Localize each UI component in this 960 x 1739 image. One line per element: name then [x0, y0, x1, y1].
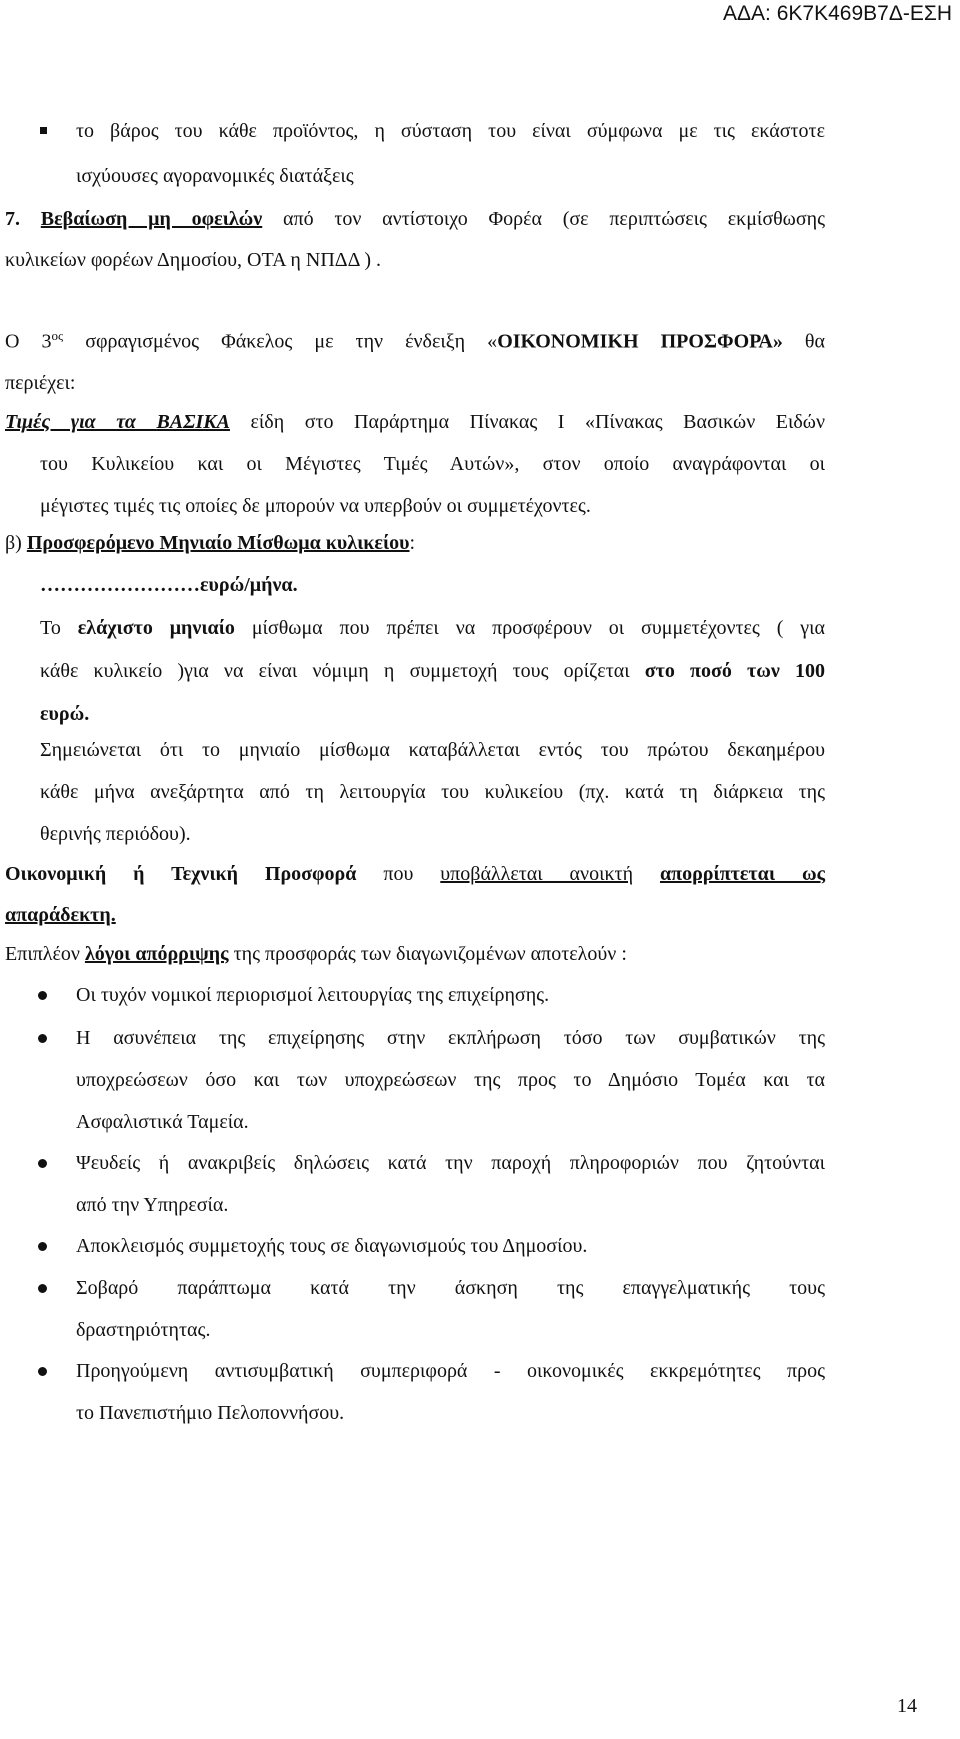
- minimum-text: μίσθωμα που πρέπει να προσφέρουν οι συμμετέχοντες ( για: [234, 617, 826, 639]
- prices-line-3: μέγιστες τιμές τις οποίες δε μπορούν να υπερβούν οι συμμετέχοντες.: [40, 495, 591, 517]
- item-7-line-2: κυλικείων φορέων Δημοσίου, ΟΤΑ η ΝΠΔΔ ) .: [5, 249, 382, 271]
- item-7-number: 7.: [5, 208, 20, 230]
- bullet-dot-icon: [38, 1034, 47, 1043]
- envelope-superscript: ος: [51, 328, 64, 343]
- payment-line-3: θερινής περιόδου).: [40, 823, 191, 845]
- rent-prefix: β): [5, 532, 27, 554]
- minimum-pre: Το: [40, 617, 78, 639]
- bullet-dot-icon: [38, 1367, 47, 1376]
- rent-line: [5, 533, 415, 553]
- envelope-line-2: περιέχει:: [5, 372, 76, 394]
- reasons-emphasis: λόγοι απόρριψης: [84, 943, 229, 965]
- minimum-bold: στο ποσό των: [644, 660, 780, 682]
- rent-colon: :: [409, 532, 416, 554]
- reason-line: Αποκλεισμός συμμετοχής τους σε διαγωνισμούς του Δημοσίου.: [76, 1235, 588, 1257]
- reason-line: Ψευδείς ή ανακριβείς δηλώσεις κατά την παροχή πληροφοριών που ζητούνται: [76, 1152, 825, 1174]
- payment-line-2: κάθε μήνα ανεξάρτητα από τη λειτουργία του κυλικείου (πχ. κατά τη διάρκεια της: [40, 781, 825, 803]
- prices-line-2: του Κυλικείου και οι Μέγιστες Τιμές Αυτών», στον οποίο αναγράφονται οι: [40, 453, 825, 475]
- rejection-line-2: απαράδεκτη.: [5, 904, 116, 926]
- envelope-text: σφραγισμένος Φάκελος με την ένδειξη «: [63, 330, 498, 353]
- reason-line: Η ασυνέπεια της επιχείρησης στην εκπλήρωση τόσο των συμβατικών της: [76, 1027, 825, 1049]
- rent-amount-line: ……………………ευρώ/μήνα.: [40, 574, 298, 596]
- reason-line: το Πανεπιστήμιο Πελοποννήσου.: [76, 1402, 345, 1424]
- minimum-text-2: κάθε κυλικείο )για να είναι νόμιμη η συμμετοχή τους ορίζεται: [40, 660, 645, 682]
- envelope-line: [5, 329, 825, 352]
- bullet-dot-icon: [38, 1159, 47, 1168]
- prices-emphasis: Τιμές για τα ΒΑΣΙΚΑ: [5, 411, 230, 433]
- reasons-intro: Επιπλέον λόγοι απόρριψης της προσφοράς των διαγωνιζομένων αποτελούν :: [5, 943, 627, 965]
- reason-line: από την Υπηρεσία.: [76, 1194, 229, 1216]
- reason-line: Προηγούμενη αντισυμβατική συμπεριφορά - οικονομικές εκκρεμότητες προς: [76, 1360, 825, 1382]
- minimum-amount: 100: [795, 660, 825, 682]
- minimum-line-3: ευρώ.: [40, 703, 90, 725]
- page-number: 14: [897, 1695, 917, 1717]
- payment-line: Σημειώνεται ότι το μηνιαίο μίσθωμα καταβάλλεται εντός του πρώτου δεκαημέρου: [40, 739, 825, 761]
- bullet-text-line: το βάρος του κάθε προϊόντος, η σύσταση του είναι σύμφωνα με τις εκάστοτε: [76, 120, 825, 142]
- ada-code: ΑΔΑ: 6Κ7Κ469Β7Δ-ΕΣΗ: [723, 2, 952, 25]
- rejection-bold-underlined: απορρίπτεται ως: [659, 863, 826, 885]
- bullet-dot-icon: [38, 1242, 47, 1251]
- item-7-title: Βεβαίωση μη οφειλών: [40, 208, 263, 230]
- reason-line: δραστηριότητας.: [76, 1319, 211, 1341]
- reason-line: Οι τυχόν νομικοί περιορισμοί λειτουργίας της επιχείρησης.: [76, 984, 550, 1006]
- bullet-dot-icon: [38, 1284, 47, 1293]
- minimum-line: [40, 618, 825, 638]
- rejection-bold: Οικονομική ή Τεχνική Προσφορά: [5, 863, 357, 885]
- reason-line: Ασφαλιστικά Ταμεία.: [76, 1111, 249, 1133]
- reason-line: Σοβαρό παράπτωμα κατά την άσκηση της επαγγελματικής τους: [76, 1277, 825, 1299]
- rejection-underlined: υποβάλλεται ανοικτή: [440, 863, 634, 885]
- bullet-dot-icon: [38, 991, 47, 1000]
- prices-line: [5, 412, 825, 432]
- prices-text: είδη στο Παράρτημα Πίνακας Ι «Πίνακας Βασικών Ειδών: [229, 411, 825, 433]
- minimum-line-2: [40, 661, 825, 681]
- item-7-line: [5, 209, 825, 229]
- minimum-emphasis: ελάχιστο μηνιαίο: [77, 617, 235, 639]
- rejection-line: [5, 864, 825, 884]
- square-bullet-icon: [40, 127, 47, 134]
- rent-title: Προσφερόμενο Μηνιαίο Μίσθωμα κυλικείου: [26, 532, 410, 554]
- envelope-prefix: Ο 3: [5, 330, 52, 353]
- rejection-text: που: [356, 863, 441, 885]
- reason-line: υποχρεώσεων όσο και των υποχρεώσεων της προς το Δημόσιο Τομέα και τα: [76, 1069, 825, 1091]
- envelope-suffix: θα: [782, 330, 825, 353]
- envelope-label: ΟΙΚΟΝΟΜΙΚΗ ΠΡΟΣΦΟΡΑ»: [497, 330, 783, 353]
- item-7-text: από τον αντίστοιχο Φορέα (σε περιπτώσεις εκμίσθωσης: [262, 208, 826, 230]
- bullet-text-line: ισχύουσες αγορανομικές διατάξεις: [76, 165, 354, 187]
